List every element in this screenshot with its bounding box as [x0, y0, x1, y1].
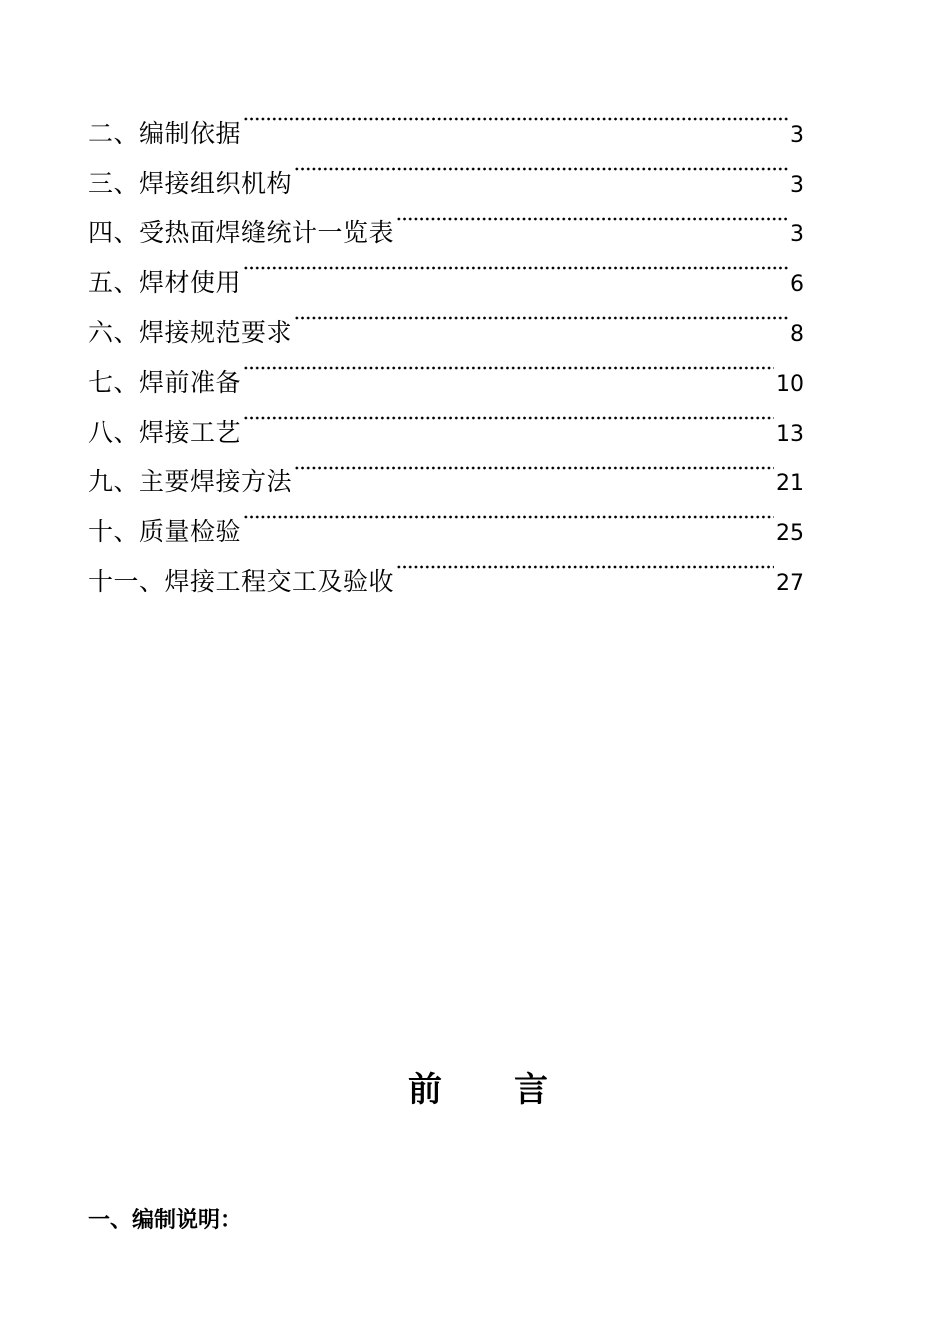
toc-entry-page: 27	[776, 570, 804, 596]
preface-title	[408, 1062, 548, 1111]
toc-entry-label: 八、焊接工艺	[88, 417, 242, 447]
toc-dot-leader	[241, 490, 776, 540]
toc-dot-leader	[394, 540, 776, 590]
toc-dot-leader	[292, 441, 776, 491]
toc-dot-leader	[241, 341, 776, 391]
preface-title-char: 前	[408, 1070, 442, 1110]
toc-entry-label: 二、编制依据	[88, 118, 242, 148]
toc-entry-label: 三、焊接组织机构	[88, 168, 293, 198]
preface-title-char: 言	[514, 1070, 548, 1110]
toc-entry[interactable]	[88, 92, 804, 148]
toc-entry-label: 九、主要焊接方法	[88, 467, 293, 497]
toc-entry-page: 3	[790, 172, 804, 198]
section-heading: 一、编制说明：	[88, 1207, 243, 1233]
toc-entry-page: 8	[790, 321, 804, 347]
toc-dot-leader	[394, 192, 790, 242]
toc-entry-page: 3	[790, 222, 804, 248]
toc-entry-label: 十一、焊接工程交工及验收	[88, 566, 395, 596]
toc-dot-leader	[241, 391, 776, 441]
toc-entry-label: 十、质量检验	[88, 517, 242, 547]
toc-entry-page: 3	[790, 122, 804, 148]
toc-entry-page: 6	[790, 272, 804, 298]
toc-entry-page: 21	[776, 471, 804, 497]
toc-entry-label: 七、焊前准备	[88, 367, 242, 397]
toc-dot-leader	[292, 142, 790, 192]
toc-dot-leader	[241, 241, 790, 291]
toc-entry-label: 六、焊接规范要求	[88, 317, 293, 347]
toc-dot-leader	[241, 92, 790, 142]
toc-entry-label: 五、焊材使用	[88, 268, 242, 298]
table-of-contents	[88, 92, 804, 596]
toc-dot-leader	[292, 291, 790, 341]
toc-entry-page: 10	[776, 371, 804, 397]
toc-entry-page: 13	[776, 421, 804, 447]
toc-entry-page: 25	[776, 521, 804, 547]
toc-entry-label: 四、受热面焊缝统计一览表	[88, 218, 395, 248]
